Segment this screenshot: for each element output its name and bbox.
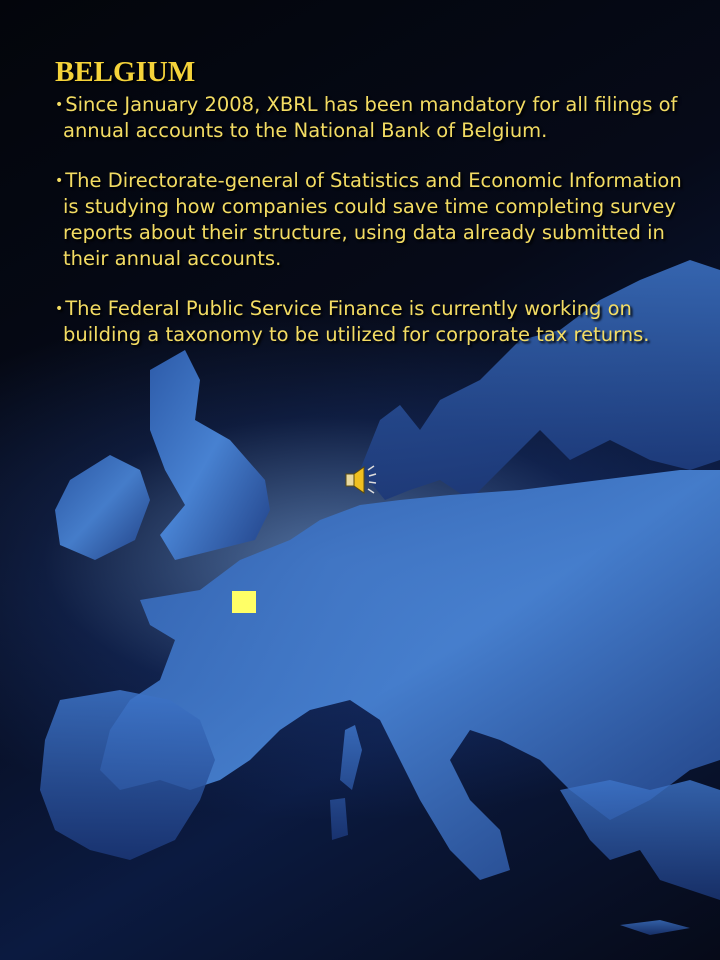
location-marker: [232, 591, 256, 613]
map-great-britain: [150, 350, 270, 560]
map-iberia: [40, 690, 215, 860]
bullet-icon: •: [55, 173, 64, 189]
bullet-list: [55, 92, 695, 348]
map-ireland: [55, 455, 150, 560]
bullet-text: Since January 2008, XBRL has been mandatory for all filings of annual accounts to the National Bank of Belgium.: [63, 93, 678, 142]
speaker-icon[interactable]: [342, 462, 378, 498]
map-islands: [330, 725, 362, 840]
bullet-item: [55, 168, 695, 272]
bullet-icon: •: [55, 97, 64, 113]
bullet-item: [55, 296, 695, 348]
slide-title: BELGIUM: [55, 56, 196, 88]
text-block: [55, 56, 695, 372]
map-crete: [620, 920, 690, 935]
bullet-text: The Directorate-general of Statistics and Economic Information is studying how companies could save time completing survey reports about their structure, using data already submitted in their annual accounts.: [63, 169, 682, 270]
map-balkans: [560, 780, 720, 900]
bullet-item: [55, 92, 695, 144]
bullet-icon: •: [55, 301, 64, 317]
bullet-text: The Federal Public Service Finance is currently working on building a taxonomy to be utilized for corporate tax returns.: [63, 297, 650, 346]
